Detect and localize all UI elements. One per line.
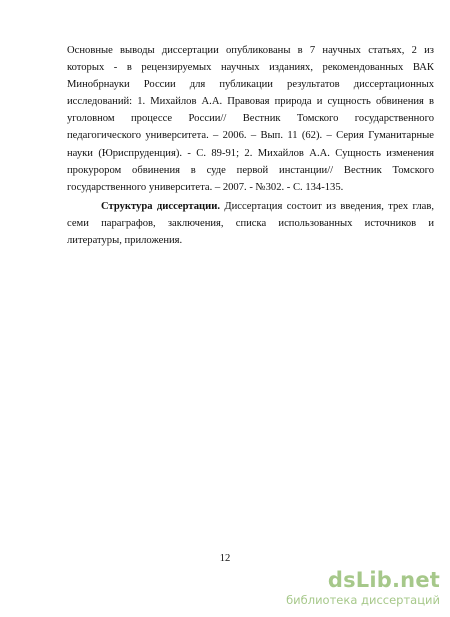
text-line: исследований: 1. Михайлов А.А. Правовая природа и сущность обвинения в (67, 96, 434, 108)
watermark (240, 568, 440, 607)
paragraph-publications (67, 42, 434, 196)
paragraph-structure (67, 198, 434, 249)
text-line: Основные выводы диссертации опубликованы в 7 научных статьях, 2 из (67, 45, 434, 56)
text-line: уголовном процессе России// Вестник Томского государственного (67, 113, 434, 125)
body-text (67, 42, 434, 249)
text-line: педагогического университета. – 2006. – Вып. 11 (62). – Серия Гуманитарные (67, 130, 434, 142)
watermark-logo: dsLib.net (327, 568, 440, 592)
text-line: литературы, приложения. (67, 235, 183, 247)
text-line: Минобрнауки России для публикации результатов диссертационных (67, 79, 434, 91)
text-line: науки (Юриспруденция). - С. 89-91; 2. Михайлов А.А. Сущность изменения (67, 147, 434, 159)
structure-text: Диссертация состоит из введения, трех глав, (219, 200, 434, 212)
text-line: прокурором обвинения в суде первой инстанции// Вестник Томского (67, 164, 434, 176)
page-number: 12 (219, 553, 231, 564)
text-line: государственного университета. – 2007. - №302. - С. 134-135. (67, 181, 344, 193)
watermark-subtitle: библиотека диссертаций (286, 593, 440, 607)
section-heading: Структура диссертации. (101, 200, 220, 212)
text-line: которых - в рецензируемых научных изданиях, рекомендованных ВАК (67, 62, 434, 74)
text-line: семи параграфов, заключения, списка использованных источников и (67, 217, 434, 229)
text-line (67, 198, 434, 215)
